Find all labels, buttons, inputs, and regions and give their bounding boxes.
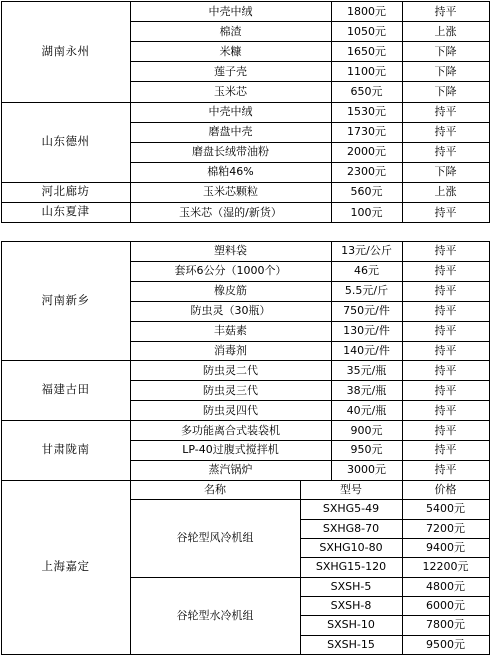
trend-cell: 持平	[434, 105, 457, 119]
product-cell: 中壳中绒	[208, 105, 253, 119]
price-cell: 1800元	[347, 4, 386, 18]
trend-cell: 持平	[434, 304, 457, 318]
price-cell: 1530元	[347, 105, 386, 119]
trend-cell: 持平	[434, 145, 457, 159]
column-header-price: 价格	[434, 482, 457, 496]
region-cell: 福建古田	[41, 382, 90, 397]
column-header-model: 型号	[340, 482, 362, 496]
product-cell: 棉粕46%	[207, 165, 254, 179]
trend-cell: 持平	[434, 264, 457, 278]
model-cell: SXHG10-80	[319, 541, 383, 555]
price-cell: 950元	[350, 443, 383, 457]
product-cell: 防虫灵三代	[203, 383, 258, 397]
trend-cell: 持平	[434, 125, 457, 139]
region-cell: 河北廊坊	[41, 184, 90, 199]
price-cell: 3000元	[347, 463, 386, 477]
grid-line	[489, 241, 490, 481]
price-cell: 7800元	[426, 618, 465, 632]
product-cell: 棉渣	[219, 24, 242, 38]
trend-cell: 持平	[434, 4, 457, 18]
grid-line	[130, 480, 131, 655]
model-cell: SXSH-8	[330, 599, 372, 613]
model-cell: SXSH-5	[330, 579, 372, 593]
price-cell: 12200元	[422, 560, 469, 574]
price-cell: 5.5元/斤	[344, 284, 389, 298]
model-cell: SXSH-10	[327, 618, 375, 632]
product-cell: 玉米芯（湿的/新货）	[179, 205, 282, 219]
region-cell: 山东德州	[41, 133, 90, 148]
product-cell: 磨盘长绒带油粉	[192, 145, 269, 159]
price-cell: 1050元	[347, 24, 386, 38]
grid-line	[300, 480, 301, 655]
grid-line	[489, 480, 490, 655]
price-cell: 46元	[354, 264, 379, 278]
price-cell: 1100元	[347, 64, 386, 78]
price-cell: 650元	[350, 84, 383, 98]
product-cell: 莲子壳	[214, 64, 247, 78]
grid-line	[489, 1, 490, 223]
grid-line	[1, 654, 490, 655]
trend-cell: 持平	[434, 443, 457, 457]
price-cell: 40元/瓶	[346, 403, 387, 417]
price-cell: 9500元	[426, 637, 465, 651]
product-cell: 防虫灵四代	[203, 403, 258, 417]
grid-line	[1, 222, 490, 223]
product-cell: 消毒剂	[214, 343, 247, 357]
price-cell: 750元/件	[343, 304, 390, 318]
trend-cell: 持平	[434, 363, 457, 377]
product-cell: 橡皮筋	[214, 284, 247, 298]
model-cell: SXHG5-49	[322, 502, 380, 516]
trend-cell: 下降	[434, 165, 457, 179]
product-cell: 丰菇素	[214, 324, 247, 338]
model-cell: SXHG15-120	[315, 560, 387, 574]
price-cell: 2300元	[347, 165, 386, 179]
trend-cell: 持平	[434, 343, 457, 357]
price-cell: 2000元	[347, 145, 386, 159]
product-cell: 米糠	[219, 44, 242, 58]
trend-cell: 下降	[434, 84, 457, 98]
grid-line	[402, 480, 403, 655]
price-cell: 5400元	[426, 502, 465, 516]
price-cell: 7200元	[426, 521, 465, 535]
trend-cell: 持平	[434, 383, 457, 397]
price-cell: 35元/瓶	[346, 363, 387, 377]
trend-cell: 持平	[434, 463, 457, 477]
price-cell: 9400元	[426, 541, 465, 555]
price-cell: 13元/公斤	[341, 244, 392, 258]
region-cell: 上海嘉定	[41, 559, 90, 574]
region-cell: 河南新乡	[41, 292, 90, 307]
price-cell: 560元	[350, 185, 383, 199]
region-cell: 山东夏津	[41, 204, 90, 219]
unit-name-cell: 谷轮型风冷机组	[176, 531, 254, 545]
product-cell: 防虫灵二代	[203, 363, 258, 377]
product-cell: 多功能离合式装袋机	[181, 423, 280, 437]
price-cell: 38元/瓶	[346, 383, 387, 397]
trend-cell: 下降	[434, 64, 457, 78]
product-cell: 磨盘中壳	[208, 125, 253, 139]
price-cell: 4800元	[426, 579, 465, 593]
price-cell: 130元/件	[343, 324, 390, 338]
trend-cell: 持平	[434, 205, 457, 219]
trend-cell: 持平	[434, 244, 457, 258]
price-cell: 900元	[350, 423, 383, 437]
model-cell: SXHG8-70	[322, 521, 380, 535]
trend-cell: 持平	[434, 324, 457, 338]
price-cell: 1650元	[347, 44, 386, 58]
product-cell: LP-40过腹式搅拌机	[182, 443, 279, 457]
price-cell: 100元	[350, 205, 383, 219]
product-cell: 玉米芯	[214, 84, 247, 98]
price-cell: 1730元	[347, 125, 386, 139]
product-cell: 蒸汽锅炉	[208, 463, 253, 477]
price-cell: 140元/件	[343, 343, 390, 357]
region-cell: 湖南永州	[41, 43, 90, 58]
product-cell: 塑料袋	[214, 244, 247, 258]
product-cell: 套环6公分（1000个）	[174, 264, 287, 278]
trend-cell: 持平	[434, 403, 457, 417]
region-cell: 甘肃陇南	[41, 442, 90, 457]
model-cell: SXSH-15	[327, 637, 375, 651]
unit-name-cell: 谷轮型水冷机组	[176, 608, 254, 622]
trend-cell: 下降	[434, 44, 457, 58]
grid-line	[1, 480, 2, 655]
price-cell: 6000元	[426, 599, 465, 613]
trend-cell: 持平	[434, 284, 457, 298]
product-cell: 中壳中绒	[208, 4, 253, 18]
trend-cell: 上涨	[434, 24, 457, 38]
product-cell: 玉米芯颗粒	[203, 185, 258, 199]
product-cell: 防虫灵（30瓶）	[190, 304, 271, 318]
column-header-name: 名称	[204, 482, 226, 496]
trend-cell: 持平	[434, 423, 457, 437]
trend-cell: 上涨	[434, 185, 457, 199]
